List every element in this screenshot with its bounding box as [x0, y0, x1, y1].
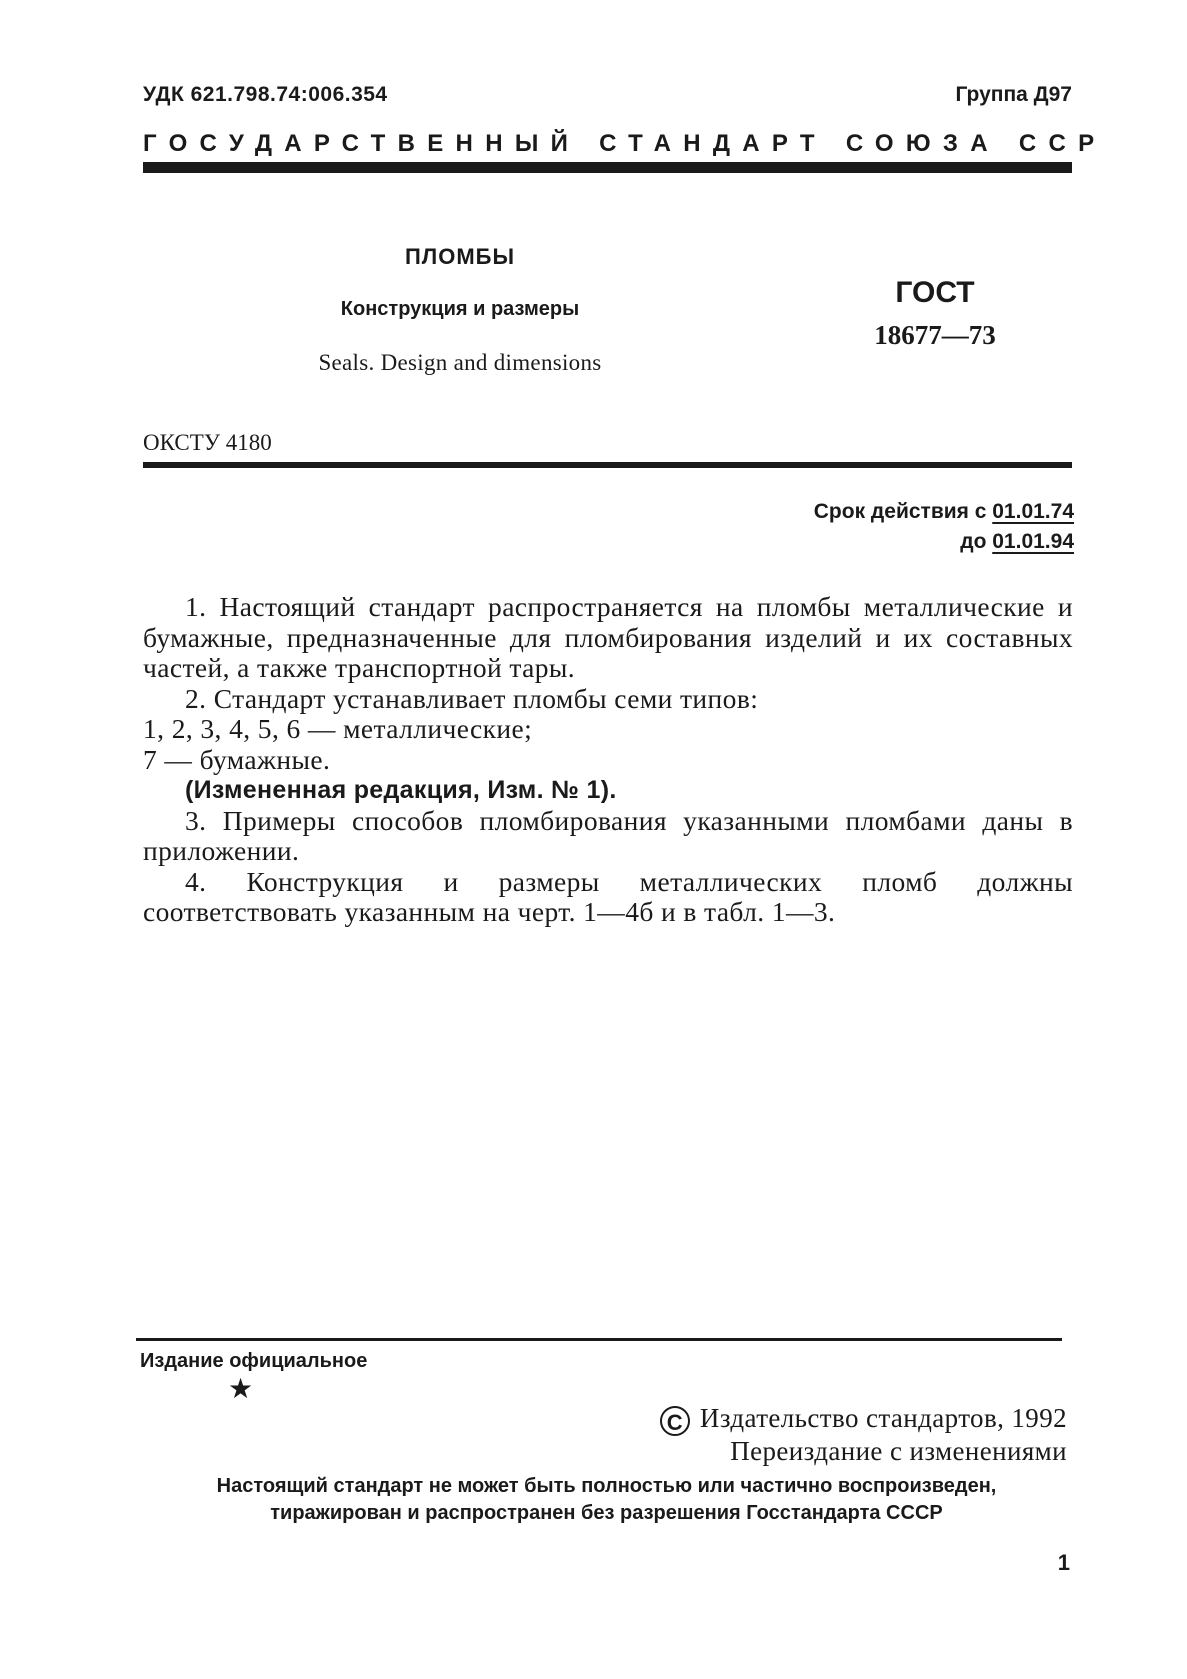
page-number: 1 — [1057, 1550, 1070, 1575]
paragraph-3: 3. Примеры способов пломбирования указанными пломбами даны в приложении. — [143, 804, 1073, 866]
gost-label: ГОСТ — [895, 276, 975, 309]
okstu-code: ОКСТУ 4180 — [143, 430, 272, 455]
document-title: ПЛОМБЫ — [404, 244, 516, 269]
paragraph-4: 4. Конструкция и размеры металлических пломб должны соответствовать указанным на черт. 1—4б и в табл. 1—3. — [143, 865, 1073, 927]
title-rule — [143, 462, 1072, 468]
udk-code: УДК 621.798.74:006.354 — [143, 83, 388, 106]
amendment-note: (Измененная редакция, Изм. № 1). — [185, 776, 617, 804]
validity-period — [814, 497, 1074, 557]
publisher-name: Издательство стандартов, 1992 — [699, 1403, 1067, 1433]
paragraph-2-line-2: 7 — бумажные. — [143, 743, 331, 775]
validity-from — [814, 497, 1074, 527]
validity-to-label: до — [960, 530, 987, 553]
body-text — [143, 592, 1073, 928]
validity-to-date: 01.01.94 — [992, 530, 1074, 553]
group-code: Группа Д97 — [955, 83, 1072, 106]
header-rule — [143, 162, 1072, 173]
notice-line-2: тиражирован и распространен без разрешения Госстандарта СССР — [270, 1502, 943, 1524]
state-standard-heading: ГОСУДАРСТВЕННЫЙ СТАНДАРТ СОЮЗА ССР — [143, 130, 1107, 157]
star-icon: ★ — [228, 1374, 254, 1405]
paragraph-2: 2. Стандарт устанавливает пломбы семи типов: — [185, 682, 759, 714]
copyright-icon: С — [660, 1406, 690, 1436]
copyright-notice — [143, 1473, 1070, 1527]
english-title: Seals. Design and dimensions — [318, 350, 602, 375]
footer-rule — [136, 1338, 1062, 1341]
notice-line-1: Настоящий стандарт не может быть полностью или частично воспроизведен, — [216, 1475, 997, 1497]
validity-from-date: 01.01.74 — [992, 500, 1074, 523]
publisher-line — [660, 1403, 1067, 1436]
gost-number: 18677—73 — [874, 320, 996, 350]
paragraph-1: 1. Настоящий стандарт распространяется на пломбы металлические и бумажные, предназначенные для пломбирования изделий и их составных частей, а также транспортной тары. — [143, 591, 1073, 683]
reissue-note: Переиздание с изменениями — [730, 1435, 1067, 1466]
paragraph-2-line-1: 1, 2, 3, 4, 5, 6 — металлические; — [143, 713, 533, 744]
validity-from-label: Срок действия с — [813, 500, 987, 523]
official-edition: Издание официальное — [140, 1350, 368, 1372]
validity-to — [814, 527, 1074, 557]
publisher-block — [660, 1403, 1067, 1467]
document-subtitle: Конструкция и размеры — [340, 298, 580, 320]
